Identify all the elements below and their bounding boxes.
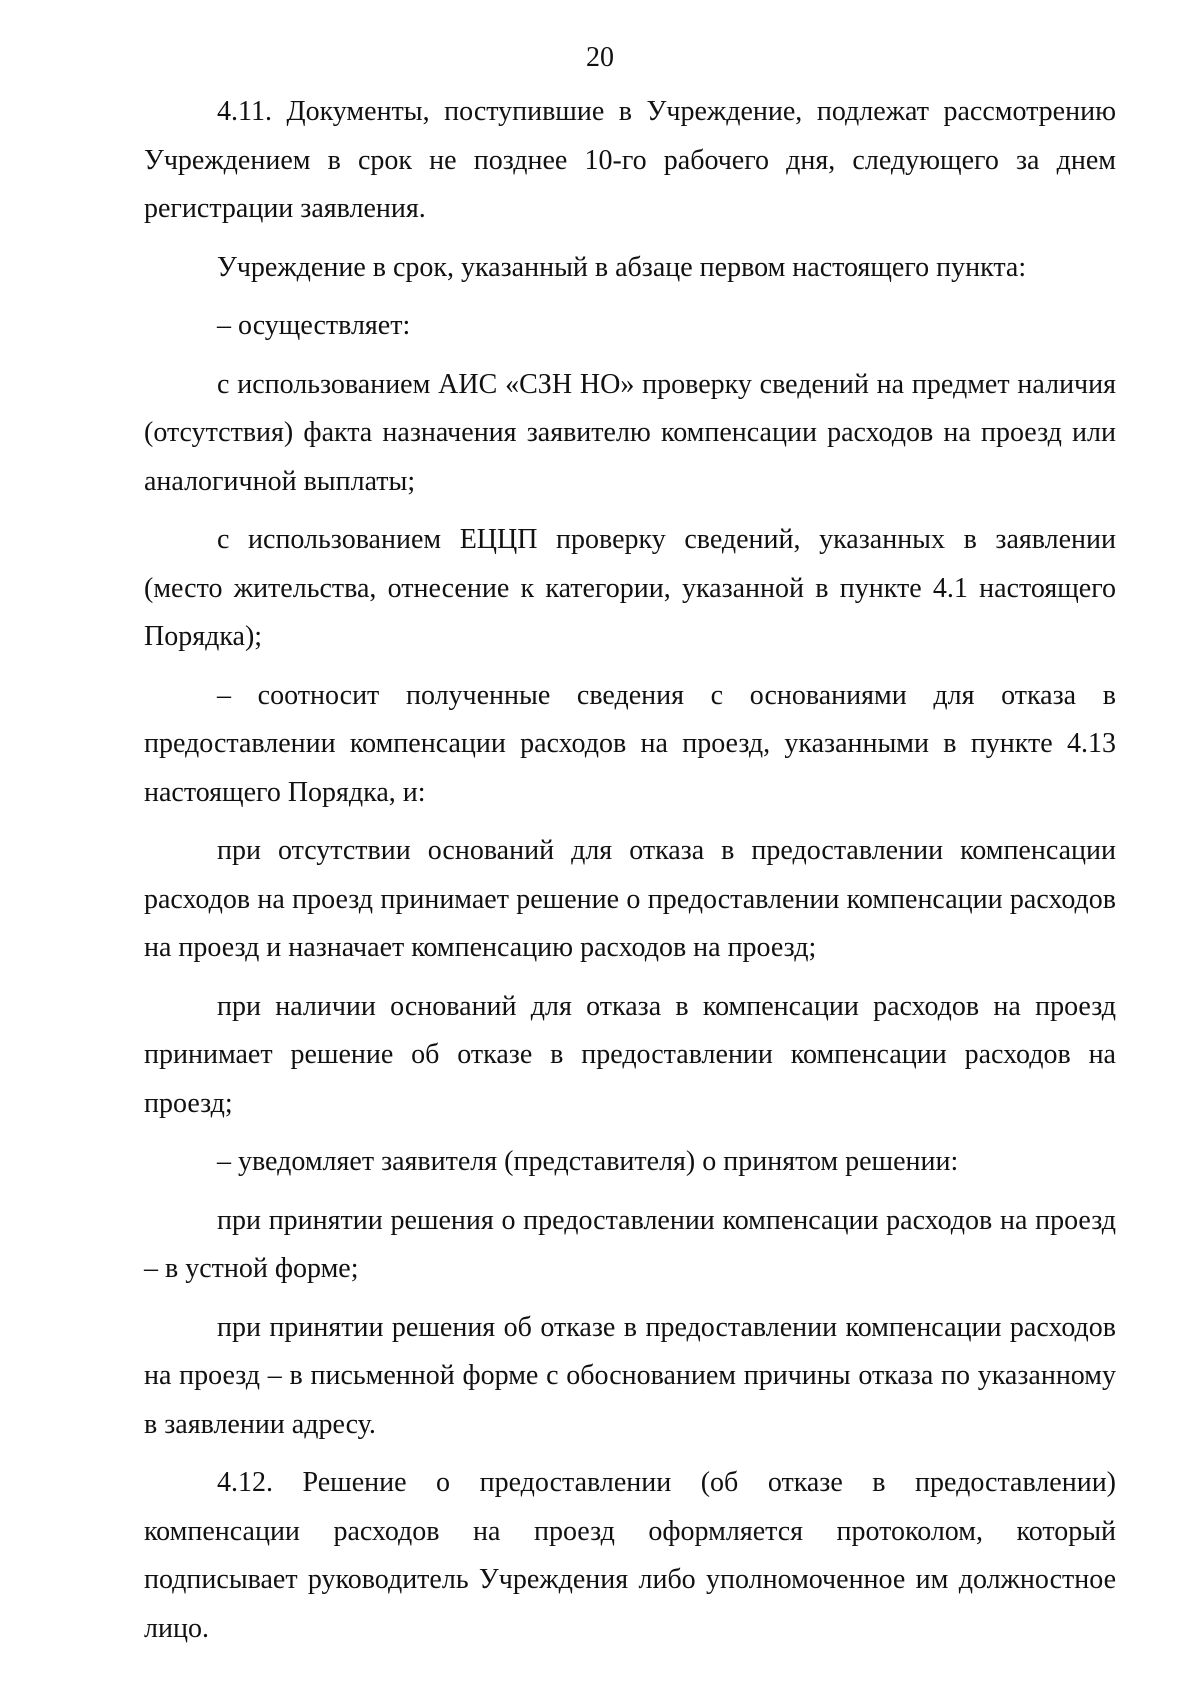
paragraph-4-12: 4.12. Решение о предоставлении (об отказе в предоставлении) компенсации расходов на проезд оформляется протоколом, который подписывает руководитель Учреждения либо уполномоченное им должностное лицо. [144,1467,1116,1644]
paragraph-4-11: 4.11. Документы, поступившие в Учреждение, подлежат рассмотрению Учреждением в срок не позднее 10-го рабочего дня, следующего за днем регистрации заявления. [144,96,1116,224]
page-number: 20 [586,42,614,73]
paragraph-gap [144,973,1116,983]
paragraph-gap [144,1294,1116,1304]
paragraph-correlates-grounds: – соотносит полученные сведения с основаниями для отказа в предоставлении компенсации расходов на проезд, указанными в пункте 4.13 настоящего Порядка, и: [144,679,1116,808]
paragraph-ais-check: с использованием АИС «СЗН НО» проверку сведений на предмет наличия (отсутствия) факта назначения заявителю компенсации расходов на проезд или аналогичной выплаты; [144,368,1116,497]
paragraph-gap [144,1128,1116,1138]
paragraph-gap [144,1187,1116,1197]
paragraph-no-refusal-grounds: при отсутствии оснований для отказа в предоставлении компенсации расходов на проезд принимает решение о предоставлении компенсации расходов на проезд и назначает компенсацию расходов на проезд; [144,835,1116,963]
document-body [144,88,1116,1653]
paragraph-gap [144,662,1116,672]
paragraph-oral-notice: при принятии решения о предоставлении компенсации расходов на проезд – в устной форме; [144,1204,1116,1284]
paragraph-gap [144,234,1116,244]
paragraph-carries-out: – осуществляет: [217,310,411,341]
paragraph-institution-deadline: Учреждение в срок, указанный в абзаце первом настоящего пункта: [217,251,1027,283]
paragraph-refusal-grounds: при наличии оснований для отказа в компенсации расходов на проезд принимает решение об отказе в предоставлении компенсации расходов на проезд; [144,990,1116,1119]
paragraph-gap [144,817,1116,827]
paragraph-gap [144,506,1116,516]
paragraph-notifies-applicant: – уведомляет заявителя (представителя) о принятом решении: [217,1146,959,1177]
paragraph-gap [144,292,1116,302]
paragraph-written-notice: при принятии решения об отказе в предоставлении компенсации расходов на проезд – в письменной форме с обоснованием причины отказа по указанному в заявлении адресу. [144,1311,1116,1440]
paragraph-gap [144,1449,1116,1459]
paragraph-gap [144,351,1116,361]
paragraph-ecdp-check: с использованием ЕЦЦП проверку сведений, указанных в заявлении (место жительства, отнесение к категории, указанной в пункте 4.1 настоящего Порядка); [144,524,1116,652]
